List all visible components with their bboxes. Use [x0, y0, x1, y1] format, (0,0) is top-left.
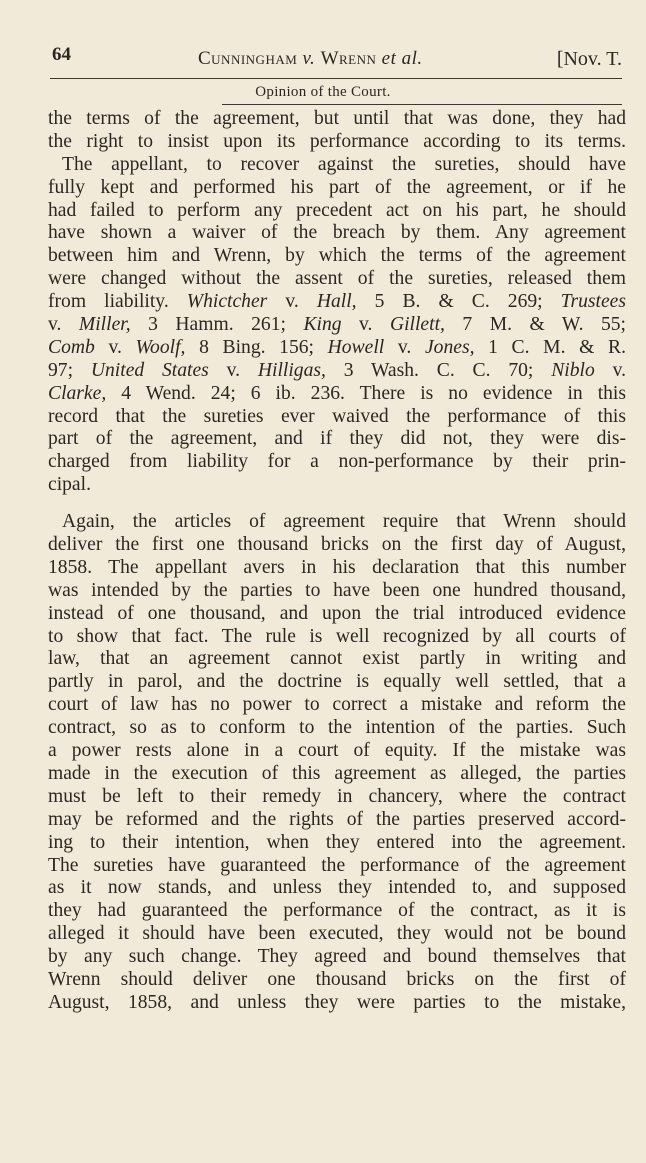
- text-line: have shown a waiver of the breach by them. Any agreement: [48, 222, 626, 244]
- case-name: Jones,: [424, 336, 475, 358]
- case-name: Gillett,: [389, 314, 445, 336]
- text-line: to show that fact. The rule is well recognized by all courts of: [48, 625, 626, 647]
- text-line: instead of one thousand, and upon the trial introduced evidence: [48, 602, 626, 624]
- page-number: 64: [52, 44, 71, 65]
- case-title: [198, 48, 423, 70]
- case-name: Hilligas,: [257, 359, 326, 381]
- text-line: The sureties have guaranteed the performance of the agreement: [48, 854, 626, 876]
- case-name: Howell: [327, 336, 385, 358]
- case-name: Comb: [48, 336, 95, 358]
- running-header: [48, 44, 622, 78]
- case-name: United States: [90, 359, 209, 381]
- text-line: court of law has no power to correct a mistake and reform the: [48, 694, 626, 716]
- text-line: partly in parol, and the doctrine is equally well settled, that a: [48, 671, 626, 693]
- text-line: as it now stands, and unless they intended to, and supposed: [48, 877, 626, 899]
- text-line: they had guaranteed the performance of the contract, as it is: [48, 900, 626, 922]
- case-name: Trustees: [560, 291, 626, 313]
- text-line: 1858. The appellant avers in his declaration that this number: [48, 556, 626, 578]
- text-line: was intended by the parties to have been one hundred thousand,: [48, 579, 626, 601]
- text-line: a power rests alone in a court of equity. If the mistake was: [48, 740, 626, 762]
- text-line-citation: Comb v. Woolf, 8 Bing. 156; Howell v. Jones, 1 C. M. & R.: [48, 336, 626, 358]
- text-line: the terms of the agreement, but until that was done, they had: [48, 108, 626, 129]
- text-line: cipal.: [48, 474, 91, 496]
- text-line: [48, 1015, 626, 1038]
- case-name: Hall,: [316, 291, 357, 313]
- text-line: part of the agreement, and if they did not, they were dis-: [48, 428, 626, 450]
- party-b: Wrenn: [320, 48, 377, 69]
- text-line-citation: 97; United States v. Hilligas, 3 Wash. C. C. 70; Niblo v.: [48, 359, 626, 381]
- opinion-text: [48, 108, 626, 1038]
- text-line: record that the sureties ever waived the performance of this: [48, 405, 626, 427]
- text-line: were changed without the assent of the sureties, released them: [48, 268, 626, 290]
- case-name: Woolf,: [135, 336, 186, 358]
- section-rule: [222, 104, 622, 105]
- et-al: et al.: [381, 48, 423, 69]
- text-line: fully kept and performed his part of the agreement, or if he: [48, 176, 626, 198]
- header-rule: [50, 78, 622, 79]
- text-line: made in the execution of this agreement as alleged, the parties: [48, 762, 626, 784]
- text-line: deliver the first one thousand bricks on the first day of August,: [48, 534, 626, 556]
- text-line: the right to insist upon its performance according to its terms.: [48, 130, 626, 152]
- text-line: The appellant, to recover against the sureties, should have: [62, 153, 626, 175]
- case-name: Whictcher: [186, 291, 268, 313]
- versus: v.: [302, 48, 316, 69]
- text-line: may be reformed and the rights of the parties preserved accord-: [48, 808, 626, 830]
- section-heading: Opinion of the Court.: [255, 84, 391, 100]
- text-line: by any such change. They agreed and bound themselves that: [48, 946, 626, 968]
- case-name: Clarke,: [48, 382, 107, 404]
- text-line: Again, the articles of agreement require that Wrenn should: [62, 511, 626, 533]
- case-name: Miller,: [78, 314, 131, 336]
- text-line: must be left to their remedy in chancery, where the contract: [48, 785, 626, 807]
- text-line: Wrenn should deliver one thousand bricks on the first of: [48, 968, 626, 990]
- text-line: ing to their intention, when they entered into the agreement.: [48, 831, 626, 853]
- text-line-citation: v. Miller, 3 Hamm. 261; King v. Gillett, 7 M. & W. 55;: [48, 314, 626, 336]
- text-line: charged from liability for a non-performance by their prin-: [48, 451, 626, 473]
- text-line-citation: Clarke, 4 Wend. 24; 6 ib. 236. There is no evidence in this: [48, 382, 626, 404]
- term-label: [Nov. T.: [556, 48, 622, 70]
- text-line: alleged it should have been executed, they would not be bound: [48, 923, 626, 945]
- text-line-citation: from liability. Whictcher v. Hall, 5 B. & C. 269; Trustees: [48, 291, 626, 313]
- text-line: between him and Wrenn, by which the terms of the agreement: [48, 245, 626, 267]
- text-line: law, that an agreement cannot exist partly in writing and: [48, 648, 626, 670]
- party-a: Cunningham: [198, 48, 298, 69]
- case-name: King: [303, 314, 342, 336]
- text-line: August, 1858, and unless they were parties to the mistake,: [48, 991, 626, 1013]
- case-name: Niblo: [551, 359, 595, 381]
- text-line: contract, so as to conform to the intention of the parties. Such: [48, 717, 626, 739]
- text-line: had failed to perform any precedent act on his part, he should: [48, 199, 626, 221]
